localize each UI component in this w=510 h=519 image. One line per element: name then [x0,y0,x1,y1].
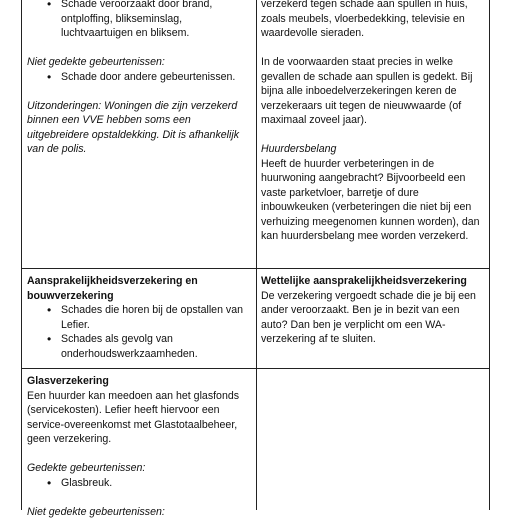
covered-heading: Gedekte gebeurtenissen: [27,461,253,476]
cell-glasverzekering [27,374,253,519]
section-heading: Glasverzekering [27,374,253,389]
not-covered-heading: Niet gedekte gebeurtenissen: [27,55,253,70]
table-row-divider [21,268,489,269]
list-item: • Schades als gevolg van onderhoudswerkzaamheden. [61,332,253,361]
section-heading: Aansprakelijkheidsverzekering en bouwverzekering [27,274,253,303]
cell-inboedel-continued [261,0,487,244]
list-item: • Schades die horen bij de opstallen van Lefier. [61,303,253,332]
huurdersbelang-heading: Huurdersbelang [261,142,487,157]
cell-aansprakelijkheid [27,274,253,361]
cell-wa-verzekering [261,274,487,347]
section-text: De verzekering vergoedt schade die je bij een ander veroorzaakt. Ben je in bezit van een auto? Dan ben je verplicht om een WA-verzekering af te sluiten. [261,289,487,347]
table-border-middle [256,0,257,510]
covered-list [27,0,253,41]
huurdersbelang-text: Heeft de huurder verbeteringen in de huurwoning aangebracht? Bijvoorbeeld een vaste parketvloer, barretje of dure inbouwkeuken (verbeteringen die niet bij een verhuizing meegenomen kunnen worden), dan kan huurdersbelang mee worden verzekerd. [261,157,487,244]
list-item: • Glasbreuk. [61,476,253,491]
covered-list [27,476,253,491]
not-covered-list [27,70,253,85]
section-text: Een huurder kan meedoen aan het glasfonds (servicekosten). Lefier heeft hiervoor een service-overeenkomst met Glastotaalbeheer, geen verzekering. [27,389,253,447]
intro-text: verzekerd tegen schade aan spullen in huis, zoals meubels, vloerbedekking, televisie en waardevolle sieraden. [261,0,487,41]
table-border-left [21,0,22,510]
exceptions-note: Uitzonderingen: Woningen die zijn verzekerd binnen een VVE hebben soms een uitgebreidere opstaldekking. Dit is afhankelijk van de polis. [27,99,253,157]
not-covered-heading: Niet gedekte gebeurtenissen: [27,505,253,519]
table-border-right [489,0,490,510]
schades-list [27,303,253,361]
conditions-text: In de voorwaarden staat precies in welke gevallen de schade aan spullen is gedekt. Bij bijna alle inboedelverzekeringen keren de verzekeraars uit tegen de nieuwwaarde (of maximaal zoveel jaar). [261,55,487,128]
table-row-divider [21,368,489,369]
list-item: • Schade veroorzaakt door brand, ontploffing, blikseminslag, luchtvaartuigen en bliksem. [61,0,253,41]
list-item: • Schade door andere gebeurtenissen. [61,70,253,85]
section-heading: Wettelijke aansprakelijkheidsverzekering [261,274,487,289]
cell-opstal-continued [27,0,253,157]
